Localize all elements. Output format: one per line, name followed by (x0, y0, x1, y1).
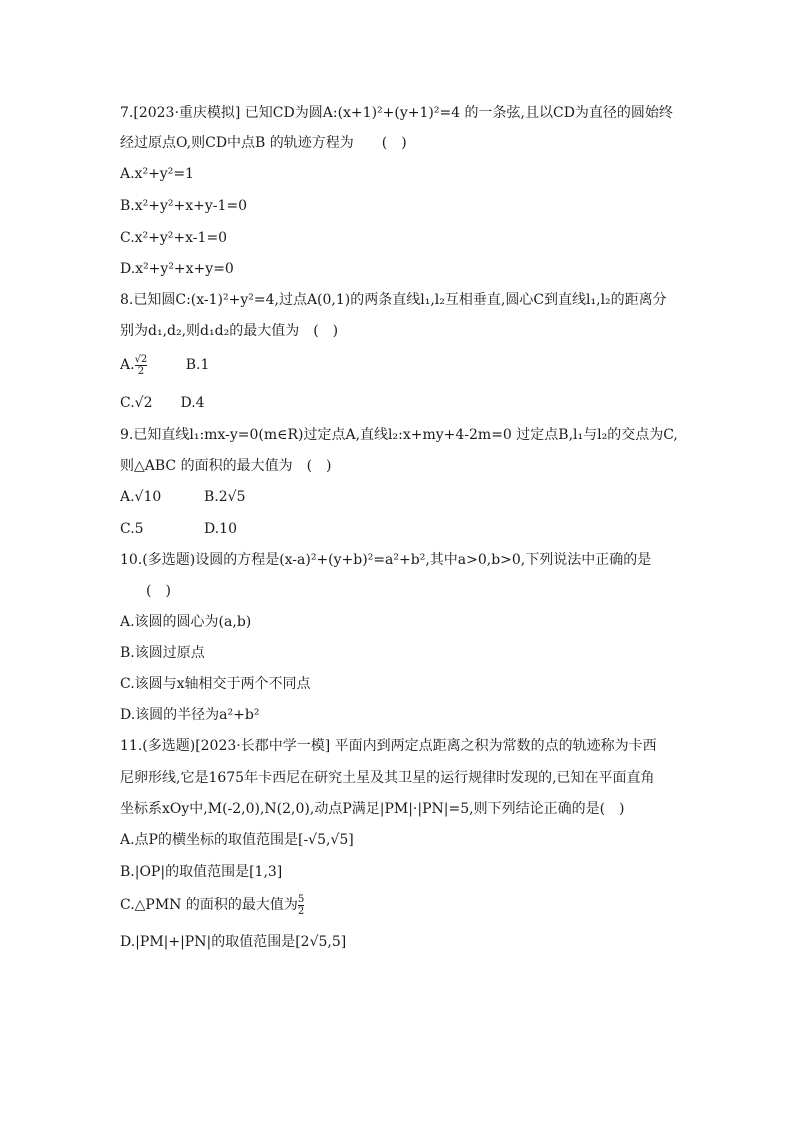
q9-option-b: B.2√5 (204, 489, 246, 505)
q11-stem-line1: 11.(多选题)[2023·长郡中学一模] 平面内到两定点距离之积为常数的点的轨迹称为卡西 (120, 738, 657, 754)
q11-stem-line2: 尼卵形线,它是1675年卡西尼在研究土星及其卫星的运行规律时发现的,已知在平面直角 (120, 770, 655, 786)
q8-stem-line1: 8.已知圆C:(x-1)²+y²=4,过点A(0,1)的两条直线l₁,l₂互相垂直,圆心C到直线l₁,l₂的距离分 (120, 292, 667, 308)
q8-option-b: B.1 (185, 357, 210, 373)
q7-stem-line2: 经过原点O,则CD中点B 的轨迹方程为 ( ) (120, 135, 407, 151)
q11-option-c-fraction (298, 894, 304, 917)
q8-options-row1 (120, 352, 209, 378)
q9-options-row2 (120, 519, 237, 539)
q7-option-a: A.x²+y²=1 (120, 166, 194, 182)
q8-option-a (120, 353, 152, 377)
q8-stem-line2: 别为d₁,d₂,则d₁d₂的最大值为 ( ) (120, 323, 339, 339)
q9-option-c: C.5 (120, 521, 144, 537)
q8-option-c: C.√2 (120, 395, 153, 411)
q8-option-a-fraction (135, 354, 148, 377)
q10-option-c: C.该圆与x轴相交于两个不同点 (120, 676, 311, 692)
q11-option-d: D.|PM|+|PN|的取值范围是[2√5,5] (120, 934, 347, 950)
q11-option-c (120, 892, 304, 918)
q9-option-d: D.10 (204, 521, 237, 537)
q8-option-a-prefix: A. (120, 357, 135, 373)
q7-option-c: C.x²+y²+x-1=0 (120, 230, 228, 246)
q9-stem-line2: 则△ABC 的面积的最大值为 ( ) (120, 458, 332, 474)
q11-option-c-denominator: 2 (297, 905, 305, 917)
q7-option-d: D.x²+y²+x+y=0 (120, 261, 234, 277)
q11-option-b: B.|OP|的取值范围是[1,3] (120, 864, 283, 880)
q7-option-b: B.x²+y²+x+y-1=0 (120, 198, 248, 214)
q10-option-d: D.该圆的半径为a²+b² (120, 707, 260, 723)
q11-stem-line3: 坐标系xOy中,M(-2,0),N(2,0),动点P满足|PM|·|PN|=5,则下列结论正确的是( ) (120, 801, 625, 817)
q9-options-row1 (120, 487, 245, 507)
q11-option-c-numerator: 5 (297, 893, 305, 905)
q8-options-row2 (120, 393, 205, 413)
q10-option-a: A.该圆的圆心为(a,b) (120, 614, 252, 630)
q7-stem-line1: 7.[2023·重庆模拟] 已知CD为圆A:(x+1)²+(y+1)²=4 的一条弦,且以CD为直径的圆始终 (120, 105, 673, 121)
q9-stem-line1: 9.已知直线l₁:mx-y=0(m∈R)过定点A,直线l₂:x+my+4-2m=0 过定点B,l₁与l₂的交点为C, (120, 427, 678, 443)
q11-option-c-prefix: C.△PMN 的面积的最大值为 (120, 897, 298, 913)
q11-option-a: A.点P的横坐标的取值范围是[-√5,√5] (120, 832, 354, 848)
q8-option-a-numerator: √2 (134, 353, 148, 365)
q8-option-d: D.4 (180, 395, 205, 411)
q8-option-a-denominator: 2 (137, 365, 145, 377)
q9-option-a: A.√10 (120, 489, 162, 505)
q10-stem-line2: ( ) (146, 583, 171, 599)
q10-stem-line1: 10.(多选题)设圆的方程是(x-a)²+(y+b)²=a²+b²,其中a>0,b>0,下列说法中正确的是 (120, 552, 652, 568)
q10-option-b: B.该圆过原点 (120, 645, 205, 661)
